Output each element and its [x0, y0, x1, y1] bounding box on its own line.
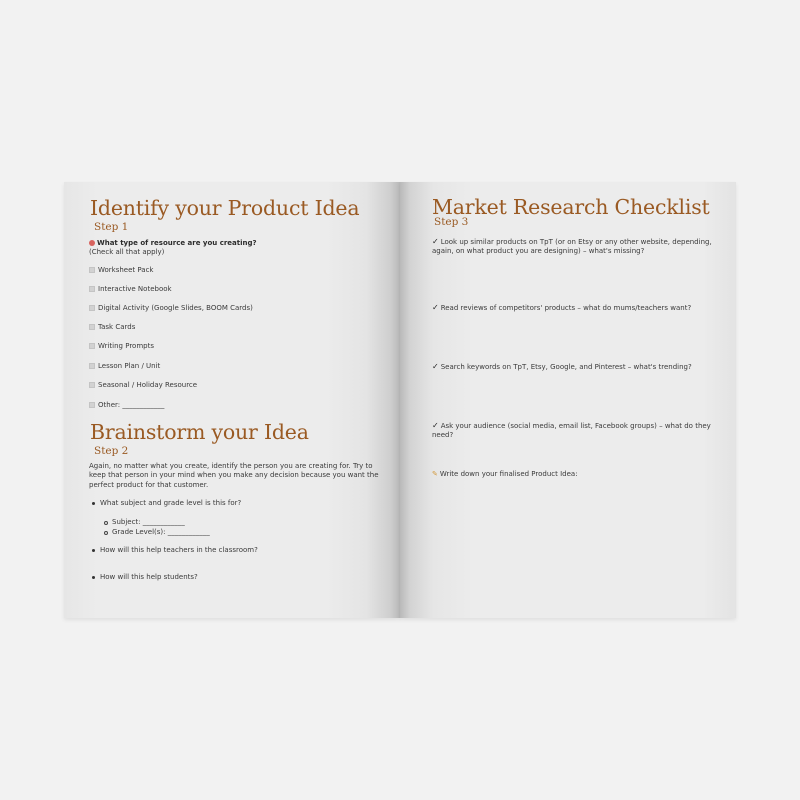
subject-field[interactable]: Subject: ____________	[112, 518, 185, 526]
final-idea-text: Write down your finalised Product Idea:	[439, 470, 578, 478]
checklist-item-text: Read reviews of competitors' products – what do mums/teachers want?	[440, 304, 692, 312]
checkbox-icon[interactable]	[89, 305, 95, 311]
option-label: Writing Prompts	[98, 342, 154, 350]
market-research-step: Step 3	[434, 216, 469, 228]
section1-title: Identify your Product Idea	[90, 196, 360, 220]
final-idea-prompt[interactable]	[432, 470, 578, 479]
option-writing-prompts[interactable]	[89, 342, 154, 351]
option-task-cards[interactable]	[89, 323, 135, 332]
resource-question	[89, 239, 257, 248]
checklist-item-text: Ask your audience (social media, email list, Facebook groups) – what do they need?	[432, 422, 711, 440]
checklist-item-text: Look up similar products on TpT (or on Etsy or any other website, depending, again, on what product you are designing) – what's missing?	[432, 238, 712, 256]
checklist-item-3[interactable]	[432, 362, 717, 372]
check-icon: ✓	[432, 421, 439, 430]
section1-step: Step 1	[94, 221, 129, 233]
checklist-item-1[interactable]	[432, 237, 717, 257]
option-label: Seasonal / Holiday Resource	[98, 381, 198, 389]
checkbox-icon[interactable]	[89, 343, 95, 349]
option-interactive-notebook[interactable]	[89, 285, 172, 294]
resource-hint: (Check all that apply)	[89, 248, 165, 256]
pencil-icon: ✎	[432, 470, 438, 478]
option-digital-activity[interactable]	[89, 304, 253, 313]
option-label: Lesson Plan / Unit	[98, 362, 161, 370]
checkbox-icon[interactable]	[89, 363, 95, 369]
option-worksheet-pack[interactable]	[89, 266, 154, 275]
option-lesson-plan[interactable]	[89, 362, 160, 371]
option-label: Other: ____________	[98, 401, 165, 409]
grade-level-field[interactable]: Grade Level(s): ____________	[112, 528, 210, 536]
bullet-help-teachers: How will this help teachers in the classroom?	[100, 546, 258, 554]
checklist-item-2[interactable]	[432, 303, 717, 313]
option-label: Digital Activity (Google Slides, BOOM Cards)	[98, 304, 253, 312]
option-other[interactable]	[89, 401, 164, 410]
check-icon: ✓	[432, 237, 439, 246]
bullet-help-students: How will this help students?	[100, 573, 198, 581]
section2-intro: Again, no matter what you create, identify the person you are creating for. Try to keep that person in your mind when you make any decision because you want the perfect product for that customer.	[89, 462, 379, 489]
option-label: Worksheet Pack	[98, 266, 154, 274]
market-research-title: Market Research Checklist	[432, 195, 710, 219]
section2-step: Step 2	[94, 445, 129, 457]
checkbox-icon[interactable]	[89, 402, 95, 408]
check-icon: ✓	[432, 303, 439, 312]
section2-title: Brainstorm your Idea	[90, 420, 309, 444]
bullet-subject-grade: What subject and grade level is this for?	[100, 499, 242, 507]
option-label: Interactive Notebook	[98, 285, 172, 293]
resource-question-text: What type of resource are you creating?	[97, 239, 257, 247]
checkbox-icon[interactable]	[89, 382, 95, 388]
option-label: Task Cards	[98, 323, 136, 331]
left-page	[64, 182, 400, 618]
open-booklet	[64, 182, 736, 618]
checkbox-icon[interactable]	[89, 286, 95, 292]
checklist-item-text: Search keywords on TpT, Etsy, Google, and Pinterest – what's trending?	[440, 363, 692, 371]
checklist-item-4[interactable]	[432, 421, 717, 441]
red-dot-icon	[89, 240, 95, 246]
checkbox-icon[interactable]	[89, 267, 95, 273]
option-seasonal[interactable]	[89, 381, 197, 390]
check-icon: ✓	[432, 362, 439, 371]
right-page	[400, 182, 736, 618]
checkbox-icon[interactable]	[89, 324, 95, 330]
